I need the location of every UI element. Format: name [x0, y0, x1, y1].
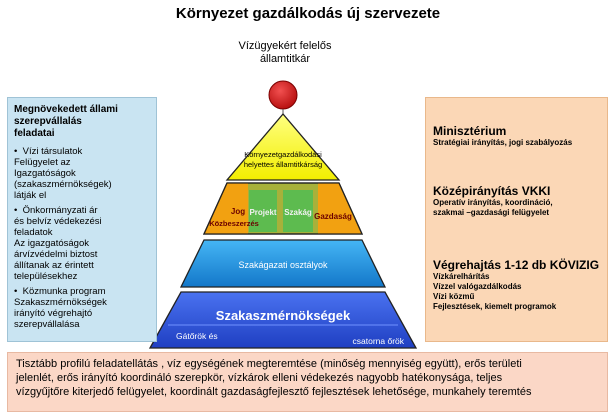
- left-bullet-line: • Közmunka program: [14, 286, 106, 297]
- level2-projekt-label: Projekt: [249, 208, 277, 217]
- base-left-label: Gátőrök és: [176, 331, 218, 341]
- bottom-summary-line: Tisztább profilú feladatellátás , víz egységének megteremtése (minőség mennyiség együtt), erős területi: [16, 358, 522, 370]
- apex-text-line-1: Környezetgazdálkodási: [244, 150, 322, 159]
- right-section-detail: Stratégiai irányítás, jogi szabályozás: [433, 138, 573, 147]
- left-bullet-line: Igazgatóságok: [14, 168, 76, 179]
- right-section-heading: Végrehajtás 1-12 db KÖVIZIG: [433, 258, 600, 272]
- left-bullet-line: árvízvédelmi biztost: [14, 249, 98, 260]
- level1-yellow-triangle: [227, 114, 339, 180]
- left-bullet-line: látják el: [14, 190, 47, 201]
- right-panel-levels: [425, 97, 608, 342]
- bottom-summary-panel: [7, 352, 608, 412]
- left-bullet-line: szerepvállalása: [14, 319, 80, 330]
- right-section-detail: Vízi közmű: [433, 292, 475, 301]
- right-section-ministry: [433, 124, 603, 148]
- apex-text-line-2: helyettes államtitkárság: [243, 160, 323, 169]
- level3-label: Szakágazati osztályok: [238, 260, 328, 270]
- level2-right-segment: [318, 183, 362, 234]
- left-bullet-line: (szakaszmérnökségek): [14, 179, 112, 190]
- left-bullet-line: Szakaszmérnökségek: [14, 297, 107, 308]
- left-bullet-line: Az igazgatóságok: [14, 238, 89, 249]
- right-section-detail: Fejlesztések, kiemelt programok: [433, 302, 557, 311]
- apex-red-circle: [269, 81, 297, 109]
- left-heading-line: Megnövekedett állami: [14, 104, 118, 115]
- left-bullet-1: [14, 146, 150, 201]
- right-section-detail: Vízkárelhárítás: [433, 272, 490, 281]
- level2-kozbeszerzes-label: Közbeszerzés: [209, 219, 259, 228]
- level2-szakag-label: Szakág: [284, 208, 312, 217]
- left-bullet-line: irányító végrehajtó: [14, 308, 93, 319]
- right-section-detail: Operatív irányítás, koordináció,: [433, 198, 553, 207]
- right-section-detail: Vízzel valógazdálkodás: [433, 282, 522, 291]
- left-bullet-2: [14, 205, 150, 282]
- left-heading-line: feladatai: [14, 128, 55, 139]
- bottom-summary-line: vízgyűjtőre kiterjedő felügyelet, koordinált gazdaságfejlesztő fejlesztések lehetősége, munkahely teremtés: [16, 386, 532, 398]
- left-bullet-line: állítanak az érintett: [14, 260, 94, 271]
- right-section-heading: Minisztérium: [433, 124, 507, 138]
- left-bullet-line: Felügyelet az: [14, 157, 71, 168]
- left-panel-state-tasks: [7, 97, 157, 342]
- bottom-summary-line: jelenlét, erős irányító koordináló szerepkör, vízkárok elleni védekezés nagyobb hatékonysága, teljes: [16, 372, 503, 384]
- left-bullet-line: és belvíz védekezési: [14, 216, 102, 227]
- left-bullet-line: településekhez: [14, 271, 78, 282]
- level2-jog-label: Jog: [230, 207, 246, 216]
- left-bullet-line: • Önkormányzati ár: [14, 205, 98, 216]
- page-title: Környezet gazdálkodás új szervezete: [175, 5, 441, 22]
- left-bullet-3: [14, 286, 150, 330]
- left-bullet-line: feladatok: [14, 227, 53, 238]
- right-section-heading: Középirányítás VKKI: [433, 184, 551, 198]
- right-section-kovizig: [433, 258, 603, 312]
- left-panel-heading: [14, 104, 150, 140]
- base-right-label: csatorna őrök: [352, 336, 404, 346]
- level2-gazdasag-label: Gazdaság: [314, 212, 352, 221]
- left-bullet-line: • Vízi társulatok: [14, 146, 83, 157]
- top-role-label-line-1: Vízügyekért felelős: [238, 40, 332, 52]
- level4-label: Szakaszmérnökségek: [215, 308, 351, 323]
- top-role-label-line-2: államtitkár: [259, 53, 311, 65]
- left-heading-line: szerepvállalás: [14, 116, 82, 127]
- right-section-vkki: [433, 184, 603, 218]
- right-section-detail: szakmai –gazdasági felügyelet: [433, 208, 550, 217]
